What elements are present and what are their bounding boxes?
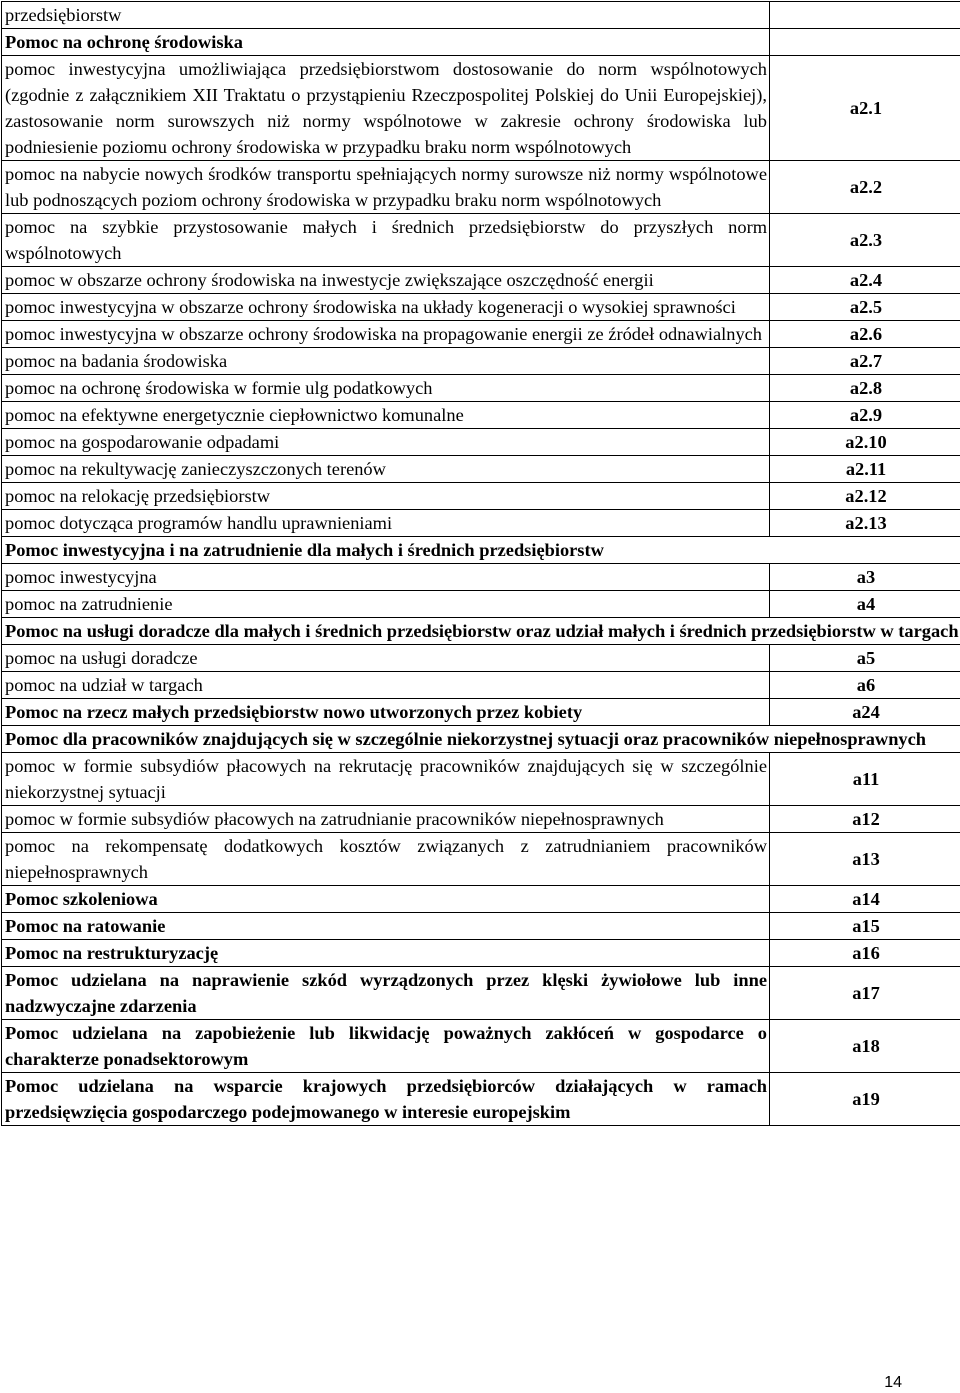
aid-description-cell: pomoc inwestycyjna umożliwiająca przedsiębiorstwom dostosowanie do norm wspólnotowych (zgodnie z załącznikiem XII Traktatu o przystąpieniu Rzeczpospolitej Polskiej do Unii Europejskiej), zastosowanie norm surowszych niż normy wspólnotowe w zakresie ochrony środowiska lub podniesienie poziomu ochrony środowiska w przypadku braku norm wspólnotowych	[2, 56, 770, 161]
table-row	[2, 348, 960, 375]
aid-description-cell: Pomoc udzielana na zapobieżenie lub likwidację poważnych zakłóceń w gospodarce o charakterze ponadsektorowym	[2, 1020, 770, 1073]
aid-table-body	[2, 2, 960, 1126]
page-number: 14	[884, 1374, 902, 1391]
table-row	[2, 645, 960, 672]
aid-code-cell: a2.5	[770, 294, 960, 321]
table-row	[2, 29, 960, 56]
table-row	[2, 753, 960, 806]
table-row	[2, 161, 960, 214]
table-row	[2, 375, 960, 402]
table-row	[2, 321, 960, 348]
section-heading-cell: Pomoc dla pracowników znajdujących się w szczególnie niekorzystnej sytuacji oraz pracowników niepełnosprawnych	[2, 726, 960, 753]
aid-code-cell: a2.11	[770, 456, 960, 483]
table-row	[2, 267, 960, 294]
aid-description-cell: pomoc na ochronę środowiska w formie ulg podatkowych	[2, 375, 770, 402]
table-row	[2, 940, 960, 967]
aid-description-cell: pomoc na rekompensatę dodatkowych kosztów związanych z zatrudnianiem pracowników niepełnosprawnych	[2, 833, 770, 886]
table-row	[2, 294, 960, 321]
aid-description-cell: Pomoc na ochronę środowiska	[2, 29, 770, 56]
table-row	[2, 402, 960, 429]
table-row	[2, 1073, 960, 1126]
aid-description-cell: Pomoc na ratowanie	[2, 913, 770, 940]
aid-description-cell: pomoc na rekultywację zanieczyszczonych terenów	[2, 456, 770, 483]
aid-code-cell	[770, 2, 960, 29]
table-row	[2, 833, 960, 886]
aid-code-cell: a2.2	[770, 161, 960, 214]
aid-description-cell: pomoc na nabycie nowych środków transportu spełniających normy surowsze niż normy wspólnotowe lub podnoszących poziom ochrony środowiska w przypadku braku norm wspólnotowych	[2, 161, 770, 214]
table-row	[2, 699, 960, 726]
aid-code-cell: a2.7	[770, 348, 960, 375]
aid-code-cell: a12	[770, 806, 960, 833]
table-row	[2, 429, 960, 456]
aid-description-cell: pomoc na udział w targach	[2, 672, 770, 699]
table-row	[2, 56, 960, 161]
aid-code-cell: a16	[770, 940, 960, 967]
table-row	[2, 886, 960, 913]
aid-code-cell: a6	[770, 672, 960, 699]
aid-description-cell: Pomoc na restrukturyzację	[2, 940, 770, 967]
aid-description-cell: pomoc w formie subsydiów płacowych na rekrutację pracowników znajdujących się w szczególnie niekorzystnej sytuacji	[2, 753, 770, 806]
aid-description-cell: pomoc na gospodarowanie odpadami	[2, 429, 770, 456]
aid-code-cell: a14	[770, 886, 960, 913]
table-row	[2, 726, 960, 753]
aid-code-cell: a2.9	[770, 402, 960, 429]
aid-description-cell: Pomoc udzielana na naprawienie szkód wyrządzonych przez klęski żywiołowe lub inne nadzwyczajne zdarzenia	[2, 967, 770, 1020]
aid-code-cell: a2.10	[770, 429, 960, 456]
aid-description-cell: pomoc inwestycyjna	[2, 564, 770, 591]
table-row	[2, 591, 960, 618]
aid-description-cell: pomoc na usługi doradcze	[2, 645, 770, 672]
aid-description-cell: pomoc na zatrudnienie	[2, 591, 770, 618]
aid-code-cell: a15	[770, 913, 960, 940]
aid-code-cell: a24	[770, 699, 960, 726]
aid-code-cell: a18	[770, 1020, 960, 1073]
aid-description-cell: pomoc inwestycyjna w obszarze ochrony środowiska na propagowanie energii ze źródeł odnawialnych	[2, 321, 770, 348]
table-row	[2, 2, 960, 29]
aid-code-cell: a11	[770, 753, 960, 806]
table-row	[2, 510, 960, 537]
aid-description-cell: pomoc na efektywne energetycznie ciepłownictwo komunalne	[2, 402, 770, 429]
aid-code-cell: a2.3	[770, 214, 960, 267]
aid-description-cell: pomoc w formie subsydiów płacowych na zatrudnianie pracowników niepełnosprawnych	[2, 806, 770, 833]
aid-code-cell: a2.1	[770, 56, 960, 161]
aid-description-cell: pomoc na relokację przedsiębiorstw	[2, 483, 770, 510]
aid-code-cell: a2.4	[770, 267, 960, 294]
aid-categories-table	[1, 1, 960, 1126]
table-row	[2, 214, 960, 267]
aid-description-cell: pomoc na badania środowiska	[2, 348, 770, 375]
aid-description-cell: pomoc w obszarze ochrony środowiska na inwestycje zwiększające oszczędność energii	[2, 267, 770, 294]
aid-code-cell: a4	[770, 591, 960, 618]
aid-description-cell: pomoc inwestycyjna w obszarze ochrony środowiska na układy kogeneracji o wysokiej sprawności	[2, 294, 770, 321]
aid-description-cell: przedsiębiorstw	[2, 2, 770, 29]
aid-code-cell: a17	[770, 967, 960, 1020]
aid-code-cell: a19	[770, 1073, 960, 1126]
aid-description-cell: Pomoc udzielana na wsparcie krajowych przedsiębiorców działających w ramach przedsięwzięcia gospodarczego podejmowanego w interesie europejskim	[2, 1073, 770, 1126]
aid-description-cell: pomoc dotycząca programów handlu uprawnieniami	[2, 510, 770, 537]
aid-code-cell	[770, 29, 960, 56]
table-row	[2, 483, 960, 510]
table-row	[2, 806, 960, 833]
aid-code-cell: a3	[770, 564, 960, 591]
aid-code-cell: a2.6	[770, 321, 960, 348]
aid-description-cell: Pomoc na rzecz małych przedsiębiorstw nowo utworzonych przez kobiety	[2, 699, 770, 726]
aid-code-cell: a5	[770, 645, 960, 672]
table-row	[2, 967, 960, 1020]
aid-description-cell: pomoc na szybkie przystosowanie małych i średnich przedsiębiorstw do przyszłych norm wspólnotowych	[2, 214, 770, 267]
table-row	[2, 456, 960, 483]
table-row	[2, 564, 960, 591]
table-row	[2, 537, 960, 564]
table-row	[2, 672, 960, 699]
table-row	[2, 913, 960, 940]
section-heading-cell: Pomoc na usługi doradcze dla małych i średnich przedsiębiorstw oraz udział małych i średnich przedsiębiorstw w targach	[2, 618, 960, 645]
section-heading-cell: Pomoc inwestycyjna i na zatrudnienie dla małych i średnich przedsiębiorstw	[2, 537, 960, 564]
table-row	[2, 1020, 960, 1073]
aid-code-cell: a13	[770, 833, 960, 886]
aid-code-cell: a2.8	[770, 375, 960, 402]
aid-code-cell: a2.13	[770, 510, 960, 537]
table-row	[2, 618, 960, 645]
aid-code-cell: a2.12	[770, 483, 960, 510]
aid-description-cell: Pomoc szkoleniowa	[2, 886, 770, 913]
